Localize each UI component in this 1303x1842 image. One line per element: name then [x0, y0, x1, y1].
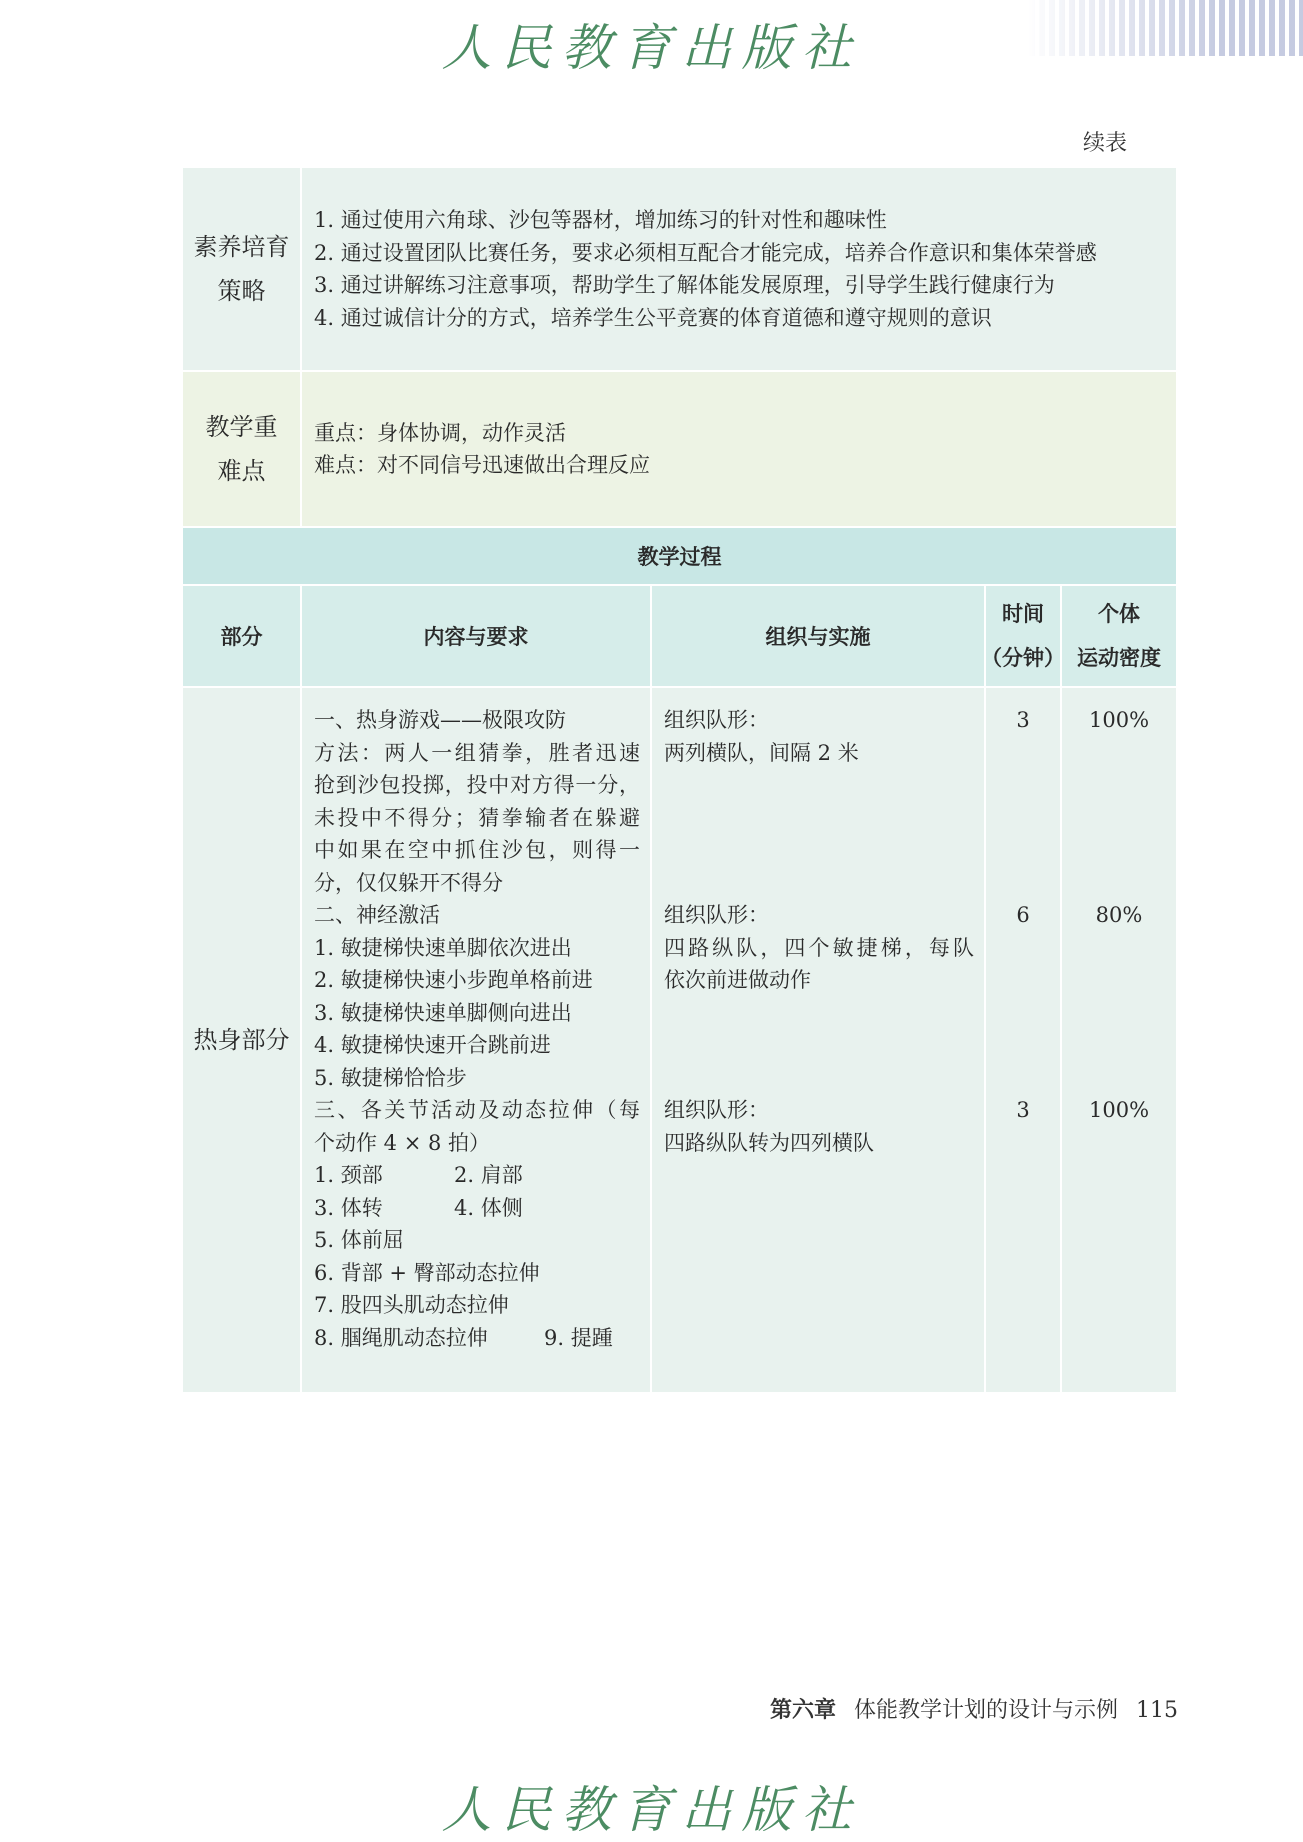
org-block-3: 组织队形： 四路纵队转为四列横队: [664, 1098, 874, 1155]
continued-label: 续表: [1083, 131, 1128, 156]
nerve-item: 4. 敏捷梯快速开合跳前进: [314, 1033, 551, 1057]
strategy-item: 2. 通过设置团队比赛任务，要求必须相互配合才能完成，培养合作意识和集体荣誉感: [314, 240, 1097, 265]
header-content: 内容与要求: [301, 585, 651, 687]
time-value: 3: [1016, 708, 1030, 732]
process-title-row: [182, 527, 1177, 585]
header-organization: 组织与实施: [651, 585, 985, 687]
process-title: 教学过程: [182, 527, 1177, 585]
key-points-row: [182, 371, 1177, 527]
header-part: 部分: [182, 585, 301, 687]
density-value: 100%: [1088, 708, 1150, 732]
stretch-item: 5. 体前屈: [314, 1228, 404, 1252]
footer-chapter: 第六章: [769, 1697, 836, 1723]
stretch-title: 个动作 4 × 8 拍）: [314, 1130, 491, 1155]
strategy-item: 4. 通过诚信计分的方式，培养学生公平竞赛的体育道德和遵守规则的意识: [314, 305, 992, 330]
key-points-label: 教学重 难点: [182, 371, 301, 527]
key-point-item: 重点：身体协调，动作灵活: [314, 420, 566, 445]
game-line: 分，仅仅躲开不得分: [314, 870, 503, 895]
game-line: 中如果在空中抓住沙包，则得一: [314, 838, 640, 862]
strategy-content: [301, 167, 1177, 371]
game-line: 方法：两人一组猜拳，胜者迅速: [314, 740, 640, 765]
header-time: 时间 （分钟）: [985, 585, 1061, 687]
stretch-pair: 3. 体转 4. 体侧: [314, 1195, 523, 1220]
page-number: 115: [1136, 1698, 1178, 1723]
key-points-content: [301, 371, 1177, 527]
strategy-item: 1. 通过使用六角球、沙包等器材，增加练习的针对性和趣味性: [314, 208, 887, 232]
org-block-1: 组织队形： 两列横队，间隔 2 米: [664, 708, 859, 765]
stretch-pair: 8. 腘绳肌动态拉伸 9. 提踵: [314, 1325, 613, 1350]
game-line: 抢到沙包投掷，投中对方得一分，: [314, 773, 640, 797]
time-value: 6: [1016, 903, 1030, 927]
warmup-part-label: 热身部分: [182, 687, 301, 1393]
nerve-item: 3. 敏捷梯快速单脚侧向进出: [314, 1000, 572, 1025]
nerve-item: 2. 敏捷梯快速小步跑单格前进: [314, 968, 593, 992]
strategy-label: 素养培育 策略: [182, 167, 301, 371]
key-point-item: 难点：对不同信号迅速做出合理反应: [314, 453, 650, 477]
warmup-time: [985, 687, 1061, 1393]
header-density: 个体 运动密度: [1061, 585, 1177, 687]
warmup-row: [182, 687, 1177, 1393]
org-block-2: 组织队形： 四路纵队，四个敏捷梯，每队 依次前进做动作: [664, 903, 974, 992]
game-title: 一、热身游戏——极限攻防: [314, 708, 566, 732]
publisher-logo-top: 人民教育出版社: [441, 19, 862, 77]
nerve-item: 5. 敏捷梯恰恰步: [314, 1065, 467, 1090]
footer-title: 体能教学计划的设计与示例: [853, 1698, 1118, 1723]
nerve-item: 1. 敏捷梯快速单脚依次进出: [314, 935, 572, 960]
publisher-logo-bottom: 人民教育出版社: [441, 1781, 862, 1839]
warmup-density: [1061, 687, 1177, 1393]
strategy-item: 3. 通过讲解练习注意事项，帮助学生了解体能发展原理，引导学生践行健康行为: [314, 273, 1055, 297]
nerve-title: 二、神经激活: [314, 903, 440, 927]
stretch-pair: 1. 颈部 2. 肩部: [314, 1163, 523, 1187]
density-value: 80%: [1095, 903, 1143, 927]
stretch-item: 6. 背部 + 臀部动态拉伸: [314, 1260, 540, 1285]
warmup-organization: [651, 687, 985, 1393]
game-line: 未投中不得分；猜拳输者在躲避: [314, 805, 640, 830]
process-header-row: [182, 585, 1177, 687]
density-value: 100%: [1088, 1098, 1150, 1122]
warmup-content: [301, 687, 651, 1393]
stretch-item: 7. 股四头肌动态拉伸: [314, 1293, 509, 1317]
lesson-plan-table: [181, 166, 1178, 1394]
time-value: 3: [1016, 1098, 1030, 1122]
page-footer: [770, 1693, 1178, 1724]
strategy-row: [182, 167, 1177, 371]
decorative-stripes: [1025, 0, 1303, 56]
stretch-title: 三、各关节活动及动态拉伸（每: [314, 1098, 640, 1122]
